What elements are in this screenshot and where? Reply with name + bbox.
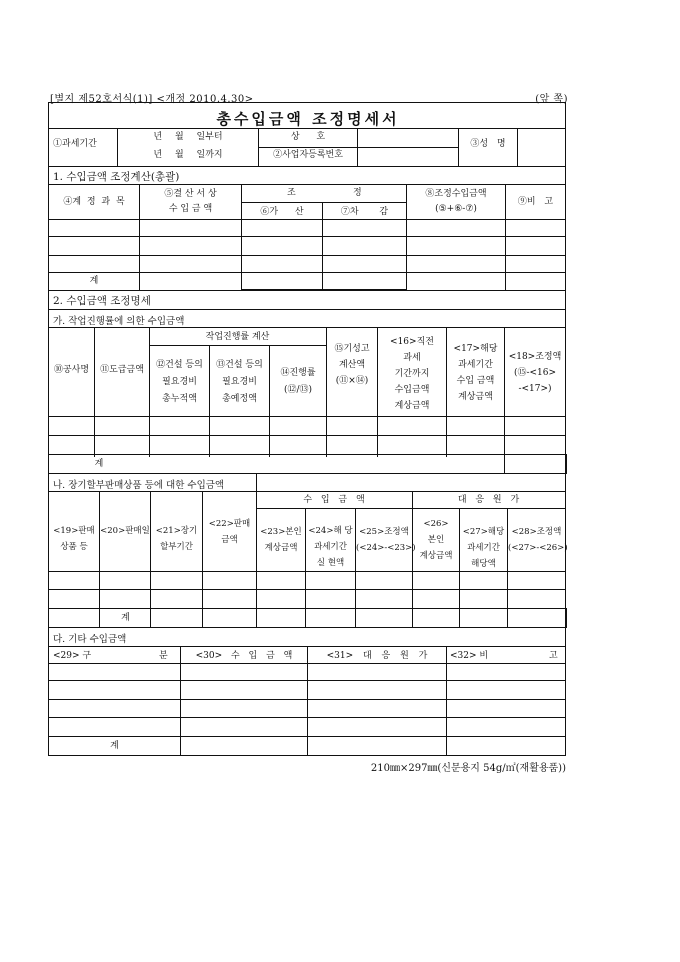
adjustment-statement-form (48, 102, 566, 756)
rule (49, 454, 565, 455)
col-sale-date: <20>판매일 (100, 526, 150, 536)
col-book-amount-line2: 수 입 금 액 (168, 204, 213, 214)
col-revenue-adjustment: <25>조정액 (<24>-<23>) (356, 527, 416, 553)
rule (256, 491, 565, 492)
rule (517, 128, 518, 166)
na-total-label: 계 (121, 613, 130, 623)
col-other-cost: <31> 대 응 원 가 (326, 651, 428, 661)
subsection-na-title: 나. 장기할부판매상품 등에 대한 수입금액 (53, 480, 225, 491)
rule (357, 128, 358, 166)
rule (269, 345, 270, 457)
rule (49, 309, 565, 310)
col-own-cost: <26> 본인 계상금액 (419, 519, 453, 561)
rule (49, 663, 565, 664)
section-1-title: 1. 수입금액 조정계산(총괄) (53, 171, 180, 183)
da-total-box[interactable] (180, 736, 308, 756)
cost-header: 대 응 원 가 (457, 495, 520, 505)
paper-size-note: 210㎜×297㎜(신문용지 54g/㎡(재활용품)) (370, 763, 566, 774)
col-other-remarks-b: 고 (549, 651, 558, 661)
col-estimated-expense: ⑬건설 등의 필요경비 총예정액 (216, 360, 263, 404)
period-label: ①과세기간 (53, 139, 97, 149)
col-prior-revenue: <16>직전 과세 기간까지 수입금액 계상금액 (390, 337, 434, 411)
rule (49, 491, 256, 492)
col-current-revenue: <17>해당 과세기간 수입 금액 계상금액 (453, 344, 498, 402)
col-sale-amount: <22>판매 금액 (208, 519, 251, 545)
rule (49, 435, 565, 436)
ga-total-box[interactable] (504, 454, 567, 474)
rule (49, 473, 565, 474)
col-adjusted-formula: (⑤+⑥-⑦) (435, 204, 477, 214)
rule (49, 680, 565, 681)
col-book-amount-line1: ⑤결 산 서 상 (164, 189, 217, 199)
col-cost-adjustment: <28>조정액 (<27>-<26>) (508, 527, 568, 553)
rule (49, 699, 565, 700)
col-progress-rate: ⑭진행률 (⑫/⑬) (280, 368, 316, 395)
total-subtract-box[interactable] (322, 272, 407, 290)
col-other-remarks-a: <32> 비 (450, 651, 489, 661)
col-installment-period: <21>장기 할부기간 (155, 526, 198, 552)
rule (49, 608, 565, 609)
col-remarks: ⑨비 고 (517, 197, 554, 207)
trade-name-label: 상 호 (290, 132, 326, 142)
col-subtract: ⑦차 감 (340, 207, 389, 217)
total-add-box[interactable] (241, 272, 323, 290)
col-adjust-b: 정 (353, 188, 362, 198)
period-to: 년 월 일까지 (153, 150, 223, 160)
rule (49, 219, 565, 220)
rule (49, 327, 565, 328)
rule (49, 128, 565, 129)
revenue-header: 수 입 금 액 (303, 495, 365, 505)
rule (241, 202, 406, 203)
da-total-label: 계 (110, 741, 119, 751)
ga-total-label: 계 (94, 459, 104, 469)
col-period-cost: <27>해당 과세기간 해당액 (462, 527, 505, 569)
rule (49, 627, 565, 628)
section-1-total-label: 계 (89, 276, 99, 286)
col-adjusted-revenue: ⑧조정수입금액 (425, 189, 487, 199)
rule (49, 184, 565, 185)
form-number: [별지 제52호서식(1)] <개정 2010.4.30> (50, 94, 254, 105)
rule (49, 416, 565, 417)
subsection-da-title: 다. 기타 수입금액 (53, 634, 127, 645)
section-2-title: 2. 수입금액 조정명세 (53, 295, 151, 307)
col-category-a: <29> 구 (53, 651, 92, 661)
col-project-name: ⑩공사명 (53, 365, 90, 375)
rule (49, 717, 565, 718)
rule (94, 327, 95, 457)
col-own-recorded: <23>본인 계상금액 (260, 527, 302, 553)
registration-number-label: ②사업자등록번호 (273, 150, 343, 160)
col-adjust-a: 조 (287, 188, 296, 198)
col-category-b: 분 (159, 651, 168, 661)
progress-calc-header: 작업진행률 계산 (205, 332, 270, 342)
rule (49, 589, 565, 590)
form-title: 총수입금액 조정명세서 (216, 110, 400, 128)
col-other-revenue: <30> 수 입 금 액 (195, 651, 293, 661)
rule (256, 508, 565, 509)
col-adjustment: <18>조정액 (⑮-<16> -<17>) (508, 352, 562, 394)
col-contract-amount: ⑪도급금액 (100, 365, 144, 375)
page-side-label: (앞 쪽) (535, 94, 568, 105)
rule (258, 147, 458, 148)
subsection-ga-title: 가. 작업진행률에 의한 수입금액 (53, 316, 185, 327)
rule (49, 571, 565, 572)
na-revenue-total-box[interactable] (355, 608, 413, 628)
name-label: ③성 명 (470, 139, 506, 149)
col-completion-amount: ⑮기성고 계산액 (⑪×⑭) (334, 344, 370, 386)
col-realized: <24>해 당 과세기간 실 현액 (308, 526, 353, 568)
col-account-title: ④계 정 과 목 (63, 197, 125, 207)
na-cost-total-box[interactable] (507, 608, 567, 628)
col-add: ⑥가 산 (260, 207, 304, 217)
col-goods: <19>판매 상품 등 (53, 526, 95, 552)
period-from: 년 월 일부터 (153, 132, 223, 142)
rule (49, 236, 565, 237)
rule (49, 255, 565, 256)
rule (49, 166, 565, 167)
col-cumulative-expense: ⑫건설 등의 필요경비 총누적액 (156, 360, 203, 404)
rule (49, 290, 565, 291)
rule (149, 345, 326, 346)
